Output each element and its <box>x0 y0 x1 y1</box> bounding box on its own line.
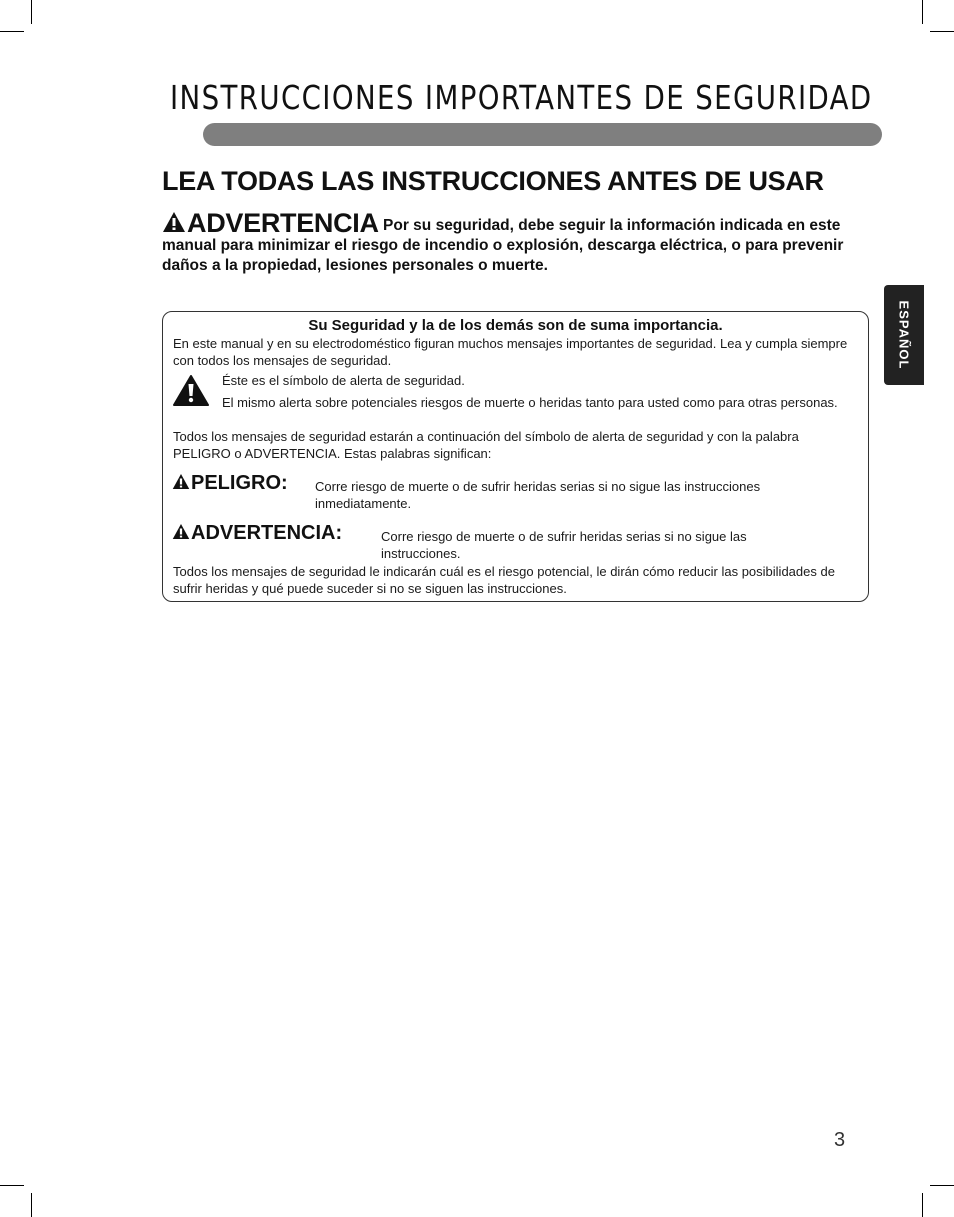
warning-triangle-icon <box>172 473 190 490</box>
warning-intro-text: Por su seguridad, debe seguir la información indicada en este manual para minimizar el riesgo de incendio o explosión, descarga eléctrica, o para prevenir daños a la propiedad, lesiones personales o muerte. <box>162 217 844 274</box>
signal-words-text: Todos los mensajes de seguridad estarán a continuación del símbolo de alerta de seguridad y con la palabra PELIGRO o ADVERTENCIA. Estas palabras significan: <box>173 429 799 461</box>
page-title: INSTRUCCIONES IMPORTANTES DE SEGURIDAD <box>170 78 873 117</box>
safety-symbol-desc: El mismo alerta sobre potenciales riesgos de muerte o heridas tanto para usted como para otras personas. <box>222 395 838 410</box>
safety-box-closing: Todos los mensajes de seguridad le indicarán cuál es el riesgo potencial, le dirán cómo reducir las posibilidades de sufrir heridas y qué puede suceder si no se siguen las instrucciones. <box>173 564 835 596</box>
crop-mark <box>0 1185 24 1186</box>
peligro-text: Corre riesgo de muerte o de sufrir heridas serias si no sigue las instrucciones inmediatamente. <box>315 479 761 511</box>
page-number: 3 <box>834 1129 846 1151</box>
title-underline-bar <box>203 123 882 146</box>
safety-symbol-line: Éste es el símbolo de alerta de seguridad. <box>222 373 465 388</box>
warning-intro <box>162 208 872 276</box>
crop-mark <box>930 1185 954 1186</box>
crop-mark <box>930 31 954 32</box>
crop-mark <box>0 31 24 32</box>
safety-box <box>162 311 869 602</box>
safety-box-title: Su Seguridad y la de los demás son de suma importancia. <box>308 317 723 334</box>
language-tab <box>884 285 924 385</box>
section-heading: LEA TODAS LAS INSTRUCCIONES ANTES DE USAR <box>162 166 824 196</box>
advertencia-text: Corre riesgo de muerte o de sufrir heridas serias si no sigue las instrucciones. <box>381 529 747 561</box>
crop-mark <box>922 1193 923 1217</box>
safety-box-intro: En este manual y en su electrodoméstico figuran muchos mensajes importantes de seguridad. Lea y cumpla siempre con todos los mensajes de seguridad. <box>173 336 848 368</box>
warning-intro-label: ADVERTENCIA <box>162 208 379 238</box>
crop-mark <box>31 1193 32 1217</box>
language-tab-label: ESPAÑOL <box>896 300 912 370</box>
warning-triangle-icon <box>172 523 190 540</box>
crop-mark <box>922 0 923 24</box>
advertencia-label: ADVERTENCIA: <box>172 522 342 545</box>
warning-triangle-icon <box>162 211 186 233</box>
peligro-label: PELIGRO: <box>172 472 288 495</box>
safety-alert-icon <box>172 374 210 407</box>
crop-mark <box>31 0 32 24</box>
